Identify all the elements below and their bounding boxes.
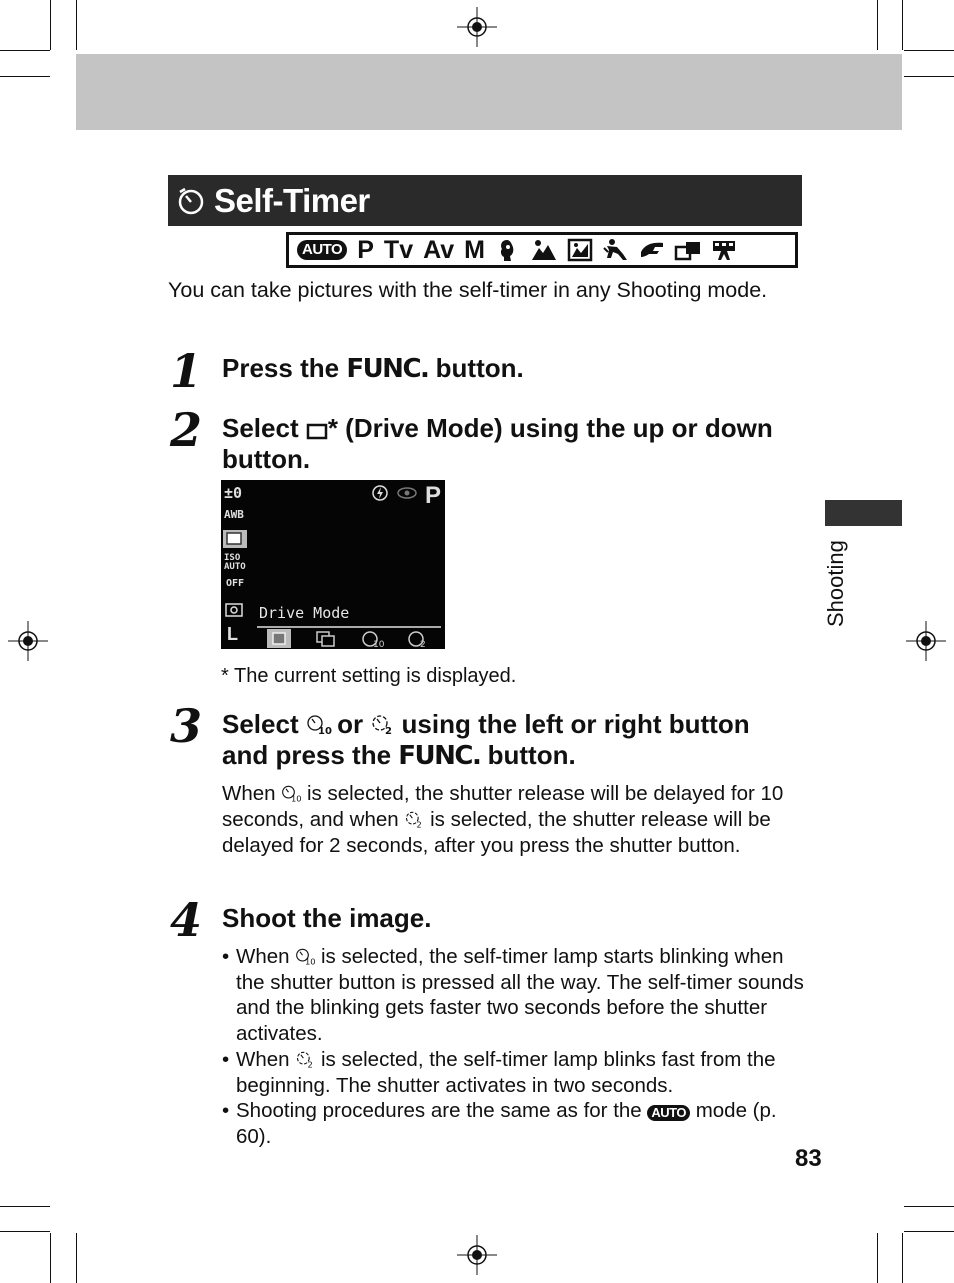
drive-mode-options [257, 626, 441, 649]
night-scene-icon [567, 238, 593, 262]
svg-text:2: 2 [307, 1059, 314, 1070]
continuous-icon [315, 630, 337, 647]
step-number-4: 4 [170, 893, 203, 947]
metering-icon [224, 602, 244, 618]
section-title-bar [168, 175, 802, 226]
crop-mark [50, 1233, 51, 1283]
available-modes-box [286, 232, 798, 268]
svg-text:10: 10 [305, 956, 316, 967]
crop-mark [902, 0, 903, 50]
crop-mark [904, 50, 954, 51]
camera-lcd-screenshot [221, 480, 445, 649]
self-timer-10s-icon [295, 946, 315, 966]
drive-option-single [267, 629, 291, 648]
list-item: • When 10 is selected, the self-timer lamp starts blinking when the shutter button is pressed all the way. The self-timer sounds and the blinking gets faster two seconds before the shutter activates. [221, 944, 806, 1047]
footnote: * The current setting is displayed. [221, 665, 517, 687]
registration-mark-icon [8, 621, 48, 661]
registration-mark-icon [457, 7, 497, 47]
lcd-drive-mode-label: Drive Mode [259, 604, 350, 622]
step-4-bullets [221, 944, 806, 1150]
lcd-drive-mode-highlight [223, 530, 247, 548]
lcd-exposure: ±0 [224, 484, 243, 502]
fast-shutter-icon [603, 238, 629, 262]
svg-text:10: 10 [373, 640, 385, 650]
crop-mark [76, 1233, 77, 1283]
drive-mode-icon [306, 422, 328, 440]
step-2-heading: Select * (Drive Mode) using the up or down button. [222, 413, 773, 474]
red-eye-icon [397, 486, 417, 500]
chapter-tab [825, 500, 902, 526]
drive-single-icon [223, 530, 247, 548]
mode-m: M [464, 235, 485, 264]
lcd-white-balance: AWB [224, 508, 244, 521]
step-number-3: 3 [170, 699, 203, 753]
svg-text:2: 2 [385, 726, 393, 737]
auto-mode-badge: AUTO [647, 1105, 690, 1121]
self-timer-2s-icon [370, 712, 394, 736]
intro-paragraph: You can take pictures with the self-timer in any Shooting mode. [168, 278, 768, 302]
func-button-label: FUNC. [346, 354, 429, 384]
crop-mark [877, 1233, 878, 1283]
step-3-description: When 10 is selected, the shutter release will be delayed for 10 seconds, and when 2 is selected, the shutter release will be delayed for 2 seconds, after you press the shutter button. [222, 782, 784, 857]
self-timer-2s-icon [407, 629, 429, 648]
portrait-icon [495, 238, 521, 262]
crop-mark [0, 1206, 50, 1207]
func-button-label: FUNC. [398, 741, 481, 771]
registration-mark-icon [457, 1235, 497, 1275]
step-4-heading: Shoot the image. [222, 903, 432, 933]
crop-mark [904, 76, 954, 77]
stitch-assist-icon [675, 238, 701, 262]
mode-av: Av [423, 235, 455, 264]
crop-mark [902, 1233, 903, 1283]
registration-mark-icon [906, 621, 946, 661]
self-timer-2s-icon [295, 1049, 315, 1069]
mode-p: P [357, 235, 374, 264]
self-timer-10s-icon [361, 629, 383, 648]
svg-text:10: 10 [291, 793, 302, 804]
svg-text:2: 2 [420, 640, 426, 650]
page-title: Self-Timer [214, 181, 370, 219]
crop-mark [0, 1231, 50, 1232]
crop-mark [50, 0, 51, 50]
crop-mark [0, 50, 50, 51]
crop-mark [76, 0, 77, 50]
svg-text:2: 2 [416, 819, 423, 830]
crop-mark [0, 76, 50, 77]
lcd-iso: ISO AUTO [224, 553, 246, 572]
step-3-heading: Select 10 or 2 using the left or right button and press the FUNC. button. [222, 709, 750, 771]
list-item: • Shooting procedures are the same as for the AUTO mode (p. 60). [221, 1098, 806, 1149]
flash-off-icon [371, 484, 389, 502]
lcd-flash-off: OFF [226, 578, 245, 589]
step-1-heading: Press the FUNC. button. [222, 353, 524, 384]
list-item: • When 2 is selected, the self-timer lamp blinks fast from the beginning. The shutter activates in two seconds. [221, 1047, 806, 1098]
mode-tv: Tv [383, 235, 414, 264]
crop-mark [877, 0, 878, 50]
chapter-label: Shooting [823, 540, 848, 627]
lcd-mode-letter: P [424, 482, 441, 509]
step-number-1: 1 [170, 344, 203, 398]
self-timer-2s-icon [404, 809, 424, 829]
crop-mark [904, 1231, 954, 1232]
step-number-2: 2 [170, 403, 203, 457]
landscape-icon [531, 238, 557, 262]
page-number: 83 [795, 1145, 822, 1172]
slow-shutter-icon [639, 238, 665, 262]
self-timer-icon [176, 186, 206, 216]
auto-mode-badge: AUTO [297, 240, 347, 260]
self-timer-10s-icon [306, 712, 330, 736]
movie-icon [711, 238, 737, 262]
lcd-quality: L [227, 624, 238, 644]
self-timer-10s-icon [281, 783, 301, 803]
crop-mark [904, 1206, 954, 1207]
header-band [76, 54, 902, 130]
svg-text:10: 10 [317, 726, 332, 737]
